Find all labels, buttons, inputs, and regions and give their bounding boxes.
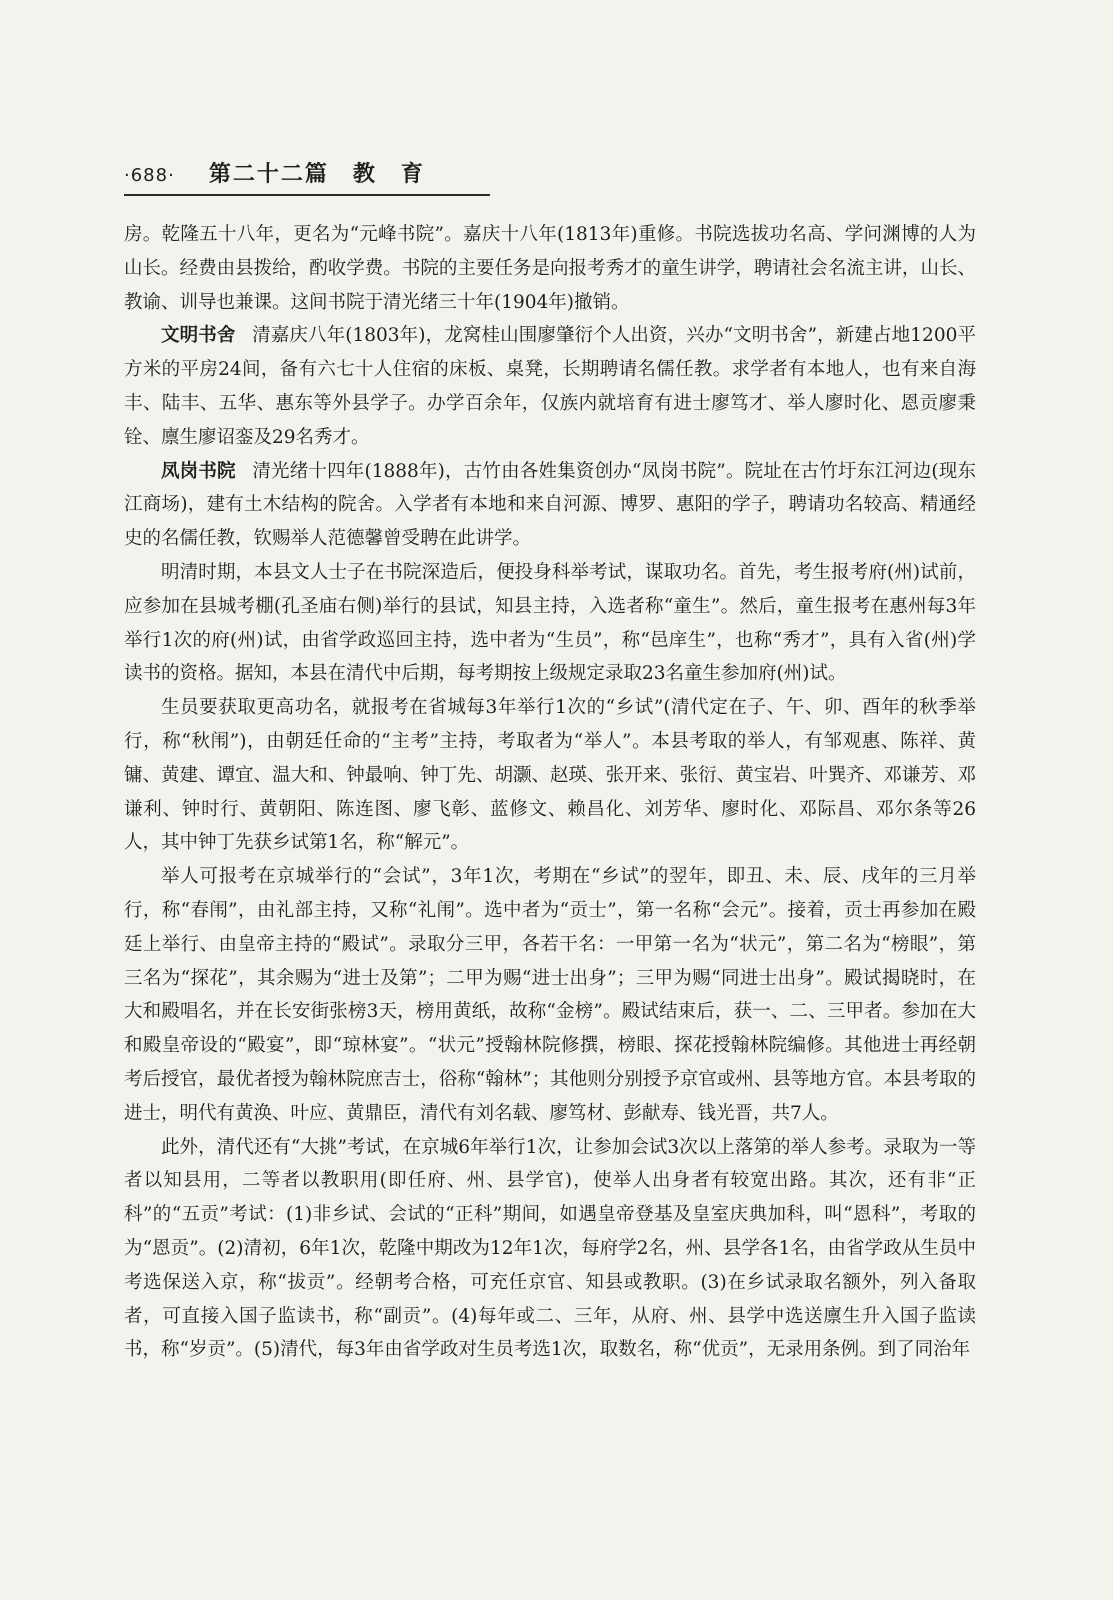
body-text bbox=[124, 218, 976, 1367]
paragraph-continued bbox=[124, 218, 976, 319]
paragraph-text: 此外，清代还有“大挑”考试，在京城6年举行1次，让参加会试3次以上落第的举人参考。录取为一等者以知县用，二等者以教职用(即任府、州、县学官)，使举人出身者有较宽出路。其次，还有非“正科”的“五贡”考试：(1)非乡试、会试的“正科”期间，如遇皇帝登基及皇室庆典加科，叫“恩科”，考取的为“恩贡”。(2)清初，6年1次，乾隆中期改为12年1次，每府学2名，州、县学各1名，由省学政从生员中考选保送入京，称“拔贡”。经朝考合格，可充任京官、知县或教职。(3)在乡试录取名额外，列入备取者，可直接入国子监读书，称“副贡”。(4)每年或二、三年，从府、州、县学中选送廪生升入国子监读书，称“岁贡”。(5)清代，每3年由省学政对生员考选1次，取数名，称“优贡”，无录用条例。到了同治年 bbox=[124, 1136, 976, 1361]
section-lead-title: 凤岗书院 bbox=[161, 460, 236, 482]
page-number: ·688· bbox=[124, 165, 175, 186]
paragraph-text: 清嘉庆八年(1803年)，龙窝桂山围廖肇衍个人出资，兴办“文明书舍”，新建占地1200平方米的平房24间，备有六七十人住宿的床板、桌凳，长期聘请名儒任教。求学者有本地人，也有来自海丰、陆丰、五华、惠东等外县学子。办学百余年，仅族内就培育有进士廖笃才、举人廖时化、恩贡廖秉铨、廪生廖诏銮及29名秀才。 bbox=[124, 325, 976, 448]
paragraph bbox=[124, 556, 976, 691]
section-lead-title: 文明书舍 bbox=[161, 325, 236, 347]
paragraph bbox=[124, 1131, 976, 1368]
chapter-title: 第二十二篇 教 育 bbox=[208, 162, 425, 187]
paragraph-text: 举人可报考在京城举行的“会试”，3年1次，考期在“乡试”的翌年，即丑、未、辰、戌年的三月举行，称“春闱”，由礼部主持，又称“礼闱”。选中者为“贡士”，第一名称“会元”。接着，贡士再参加在殿廷上举行、由皇帝主持的“殿试”。录取分三甲，各若干名：一甲第一名为“状元”，第二名为“榜眼”，第三名为“探花”，其余赐为“进士及第”；二甲为赐“进士出身”；三甲为赐“同进士出身”。殿试揭晓时，在大和殿唱名，并在长安街张榜3天，榜用黄纸，故称“金榜”。殿试结束后，获一、二、三甲者。参加在大和殿皇帝设的“殿宴”，即“琼林宴”。“状元”授翰林院修撰，榜眼、探花授翰林院编修。其他进士再经朝考后授官，最优者授为翰林院庶吉士，俗称“翰林”；其他则分别授予京官或州、县等地方官。本县考取的进士，明代有黄涣、叶应、黄鼎臣，清代有刘名载、廖笃材、彭献寿、钱光晋，共7人。 bbox=[124, 866, 976, 1124]
paragraph-text: 清光绪十四年(1888年)，古竹由各姓集资创办“凤岗书院”。院址在古竹圩东江河边(现东江商场)，建有土木结构的院舍。入学者有本地和来自河源、博罗、惠阳的学子，聘请功名较高、精通经史的名儒任教，钦赐举人范德馨曾受聘在此讲学。 bbox=[124, 460, 976, 550]
paragraph-text: 房。乾隆五十八年，更名为“元峰书院”。嘉庆十八年(1813年)重修。书院选拔功名高、学问渊博的人为山长。经费由县拨给，酌收学费。书院的主要任务是向报考秀才的童生讲学，聘请社会名流主讲，山长、教谕、训导也兼课。这间书院于清光绪三十年(1904年)撤销。 bbox=[124, 224, 976, 313]
paragraph-text: 生员要获取更高功名，就报考在省城每3年举行1次的“乡试”(清代定在子、午、卯、酉年的秋季举行，称“秋闱”)，由朝廷任命的“主考”主持，考取者为“举人”。本县考取的举人，有邹观惠、陈祥、黄镛、黄建、谭宜、温大和、钟最响、钟丁先、胡灏、赵瑛、张开来、张衍、黄宝岩、叶巽齐、邓谦芳、邓谦利、钟时行、黄朝阳、陈连图、廖飞彰、蓝修文、赖昌化、刘芳华、廖时化、邓际昌、邓尔条等26人，其中钟丁先获乡试第1名，称“解元”。 bbox=[124, 697, 976, 854]
paragraph-fenggang-shuyuan bbox=[124, 455, 976, 556]
paragraph-wenming-shushe bbox=[124, 319, 976, 454]
paragraph-text: 明清时期，本县文人士子在书院深造后，便投身科举考试，谋取功名。首先，考生报考府(州)试前，应参加在县城考棚(孔圣庙右侧)举行的县试，知县主持，入选者称“童生”。然后，童生报考在惠州每3年举行1次的府(州)试，由省学政巡回主持，选中者为“生员”，称“邑庠生”，也称“秀才”，具有入省(州)学读书的资格。据知，本县在清代中后期，每考期按上级规定录取23名童生参加府(州)试。 bbox=[124, 561, 976, 685]
paragraph bbox=[124, 691, 976, 860]
running-header bbox=[124, 157, 490, 196]
paragraph bbox=[124, 860, 976, 1130]
